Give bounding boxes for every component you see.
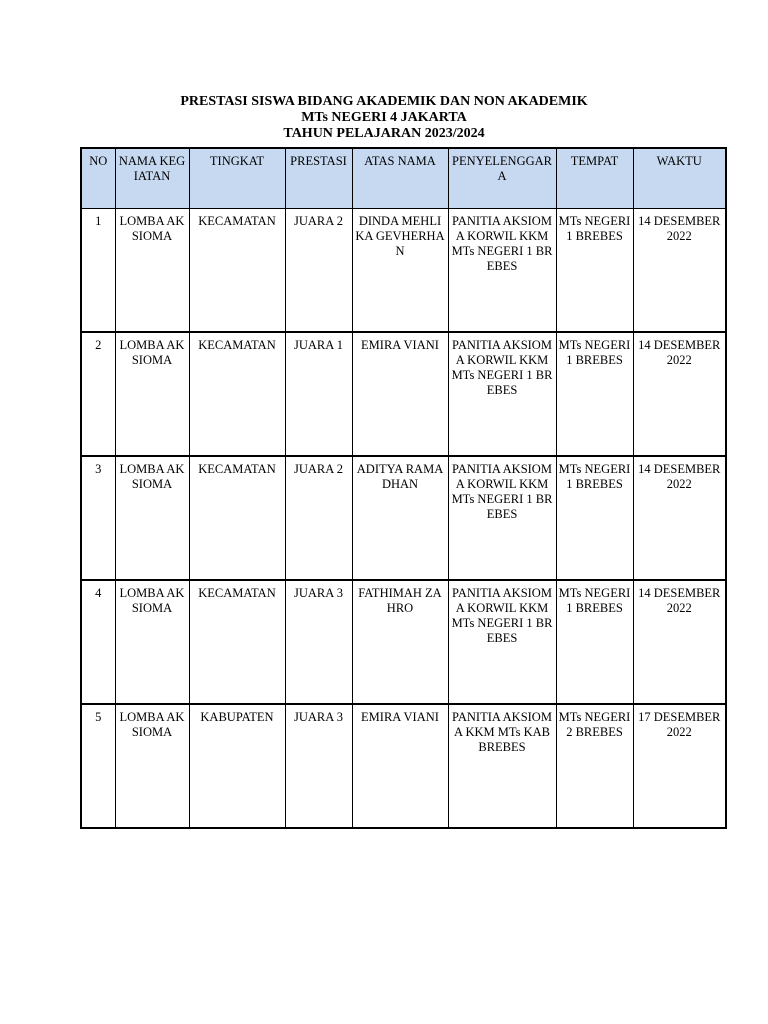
col-header-tingkat: TINGKAT: [189, 148, 285, 209]
cell-penyelenggara: PANITIA AKSIOMA KORWIL KKM MTs NEGERI 1 BREBES: [448, 456, 556, 580]
cell-prestasi: JUARA 3: [285, 704, 352, 828]
title-line: TAHUN PELAJARAN 2023/2024: [283, 126, 485, 141]
table-row: [81, 209, 726, 333]
col-header-penyelenggara: PENYELENGGARA: [448, 148, 556, 209]
cell-nama-kegiatan: LOMBA AKSIOMA: [115, 209, 189, 333]
table-row: [81, 704, 726, 828]
table-row: [81, 332, 726, 456]
col-header-tempat: TEMPAT: [556, 148, 633, 209]
table-header-row: [81, 148, 726, 209]
cell-no: 3: [81, 456, 115, 580]
title-line: PRESTASI SISWA BIDANG AKADEMIK DAN NON AKADEMIK: [180, 94, 588, 109]
cell-nama-kegiatan: LOMBA AKSIOMA: [115, 456, 189, 580]
table-row: [81, 456, 726, 580]
cell-penyelenggara: PANITIA AKSIOMA KORWIL KKM MTs NEGERI 1 BREBES: [448, 209, 556, 333]
cell-waktu: 14 DESEMBER 2022: [633, 456, 726, 580]
col-header-no: NO: [81, 148, 115, 209]
cell-tingkat: KABUPATEN: [189, 704, 285, 828]
cell-atas-nama: DINDA MEHLIKA GEVHERHAN: [352, 209, 448, 333]
cell-tingkat: KECAMATAN: [189, 209, 285, 333]
cell-atas-nama: EMIRA VIANI: [352, 332, 448, 456]
cell-atas-nama: ADITYA RAMADHAN: [352, 456, 448, 580]
col-header-waktu: WAKTU: [633, 148, 726, 209]
cell-tingkat: KECAMATAN: [189, 332, 285, 456]
cell-tempat: MTs NEGERI 1 BREBES: [556, 456, 633, 580]
cell-atas-nama: FATHIMAH ZAHRO: [352, 580, 448, 704]
cell-no: 2: [81, 332, 115, 456]
col-header-prestasi: PRESTASI: [285, 148, 352, 209]
cell-penyelenggara: PANITIA AKSIOMA KORWIL KKM MTs NEGERI 1 BREBES: [448, 580, 556, 704]
table-row: [81, 580, 726, 704]
cell-waktu: 14 DESEMBER 2022: [633, 209, 726, 333]
achievement-table: [80, 147, 727, 829]
col-header-atas-nama: ATAS NAMA: [352, 148, 448, 209]
cell-nama-kegiatan: LOMBA AKSIOMA: [115, 332, 189, 456]
cell-prestasi: JUARA 2: [285, 209, 352, 333]
cell-prestasi: JUARA 3: [285, 580, 352, 704]
cell-prestasi: JUARA 2: [285, 456, 352, 580]
cell-penyelenggara: PANITIA AKSIOMA KKM MTs KAB BREBES: [448, 704, 556, 828]
cell-nama-kegiatan: LOMBA AKSIOMA: [115, 704, 189, 828]
cell-no: 5: [81, 704, 115, 828]
cell-tempat: MTs NEGERI 1 BREBES: [556, 209, 633, 333]
cell-tingkat: KECAMATAN: [189, 456, 285, 580]
cell-tingkat: KECAMATAN: [189, 580, 285, 704]
cell-waktu: 14 DESEMBER 2022: [633, 580, 726, 704]
cell-penyelenggara: PANITIA AKSIOMA KORWIL KKM MTs NEGERI 1 BREBES: [448, 332, 556, 456]
title-line: MTs NEGERI 4 JAKARTA: [301, 110, 467, 125]
cell-prestasi: JUARA 1: [285, 332, 352, 456]
cell-tempat: MTs NEGERI 2 BREBES: [556, 704, 633, 828]
cell-no: 1: [81, 209, 115, 333]
document-title: [0, 94, 768, 142]
cell-atas-nama: EMIRA VIANI: [352, 704, 448, 828]
cell-tempat: MTs NEGERI 1 BREBES: [556, 332, 633, 456]
cell-nama-kegiatan: LOMBA AKSIOMA: [115, 580, 189, 704]
cell-waktu: 14 DESEMBER 2022: [633, 332, 726, 456]
cell-no: 4: [81, 580, 115, 704]
cell-tempat: MTs NEGERI 1 BREBES: [556, 580, 633, 704]
col-header-nama-kegiatan: NAMA KEGIATAN: [115, 148, 189, 209]
cell-waktu: 17 DESEMBER 2022: [633, 704, 726, 828]
